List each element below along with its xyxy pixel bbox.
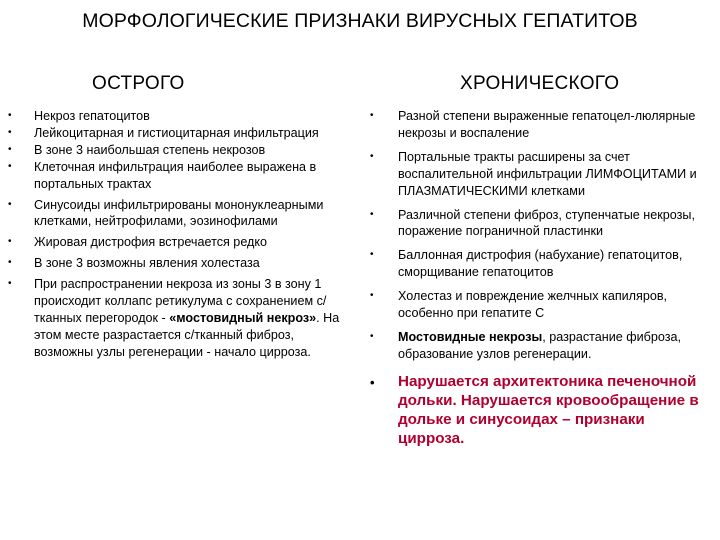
bullet-icon: • (8, 160, 12, 172)
acute-item-text (34, 277, 339, 359)
bullet-icon: • (370, 150, 374, 162)
chronic-item2-post: клетками (527, 183, 585, 198)
acute-column (8, 108, 350, 361)
list-item (8, 142, 350, 159)
list-item (8, 276, 350, 361)
acute-last-post: . На этом месте разрастается с/тканный фиброз, возможны узлы регенерации - начало цирроза. (34, 310, 340, 359)
bullet-icon: • (8, 110, 12, 121)
bullet-icon: • (8, 236, 12, 248)
list-item (8, 234, 350, 251)
chronic-item-text (398, 150, 697, 198)
chronic-item6-rest: , разрастание фиброза, образование узлов регенерации. (398, 329, 682, 361)
acute-list (8, 108, 350, 361)
acute-item-text: Лейкоцитарная и гистиоцитарная инфильтрация (34, 125, 319, 140)
page-title: МОРФОЛОГИЧЕСКИЕ ПРИЗНАКИ ВИРУСНЫХ ГЕПАТИТОВ (82, 10, 638, 32)
list-item (370, 108, 715, 142)
acute-heading: ОСТРОГО (92, 73, 185, 94)
list-item (8, 197, 350, 231)
acute-item-text: Некроз гепатоцитов (34, 109, 150, 123)
list-item (370, 372, 715, 448)
list-item (370, 207, 715, 241)
bullet-icon: • (8, 143, 12, 155)
chronic-item2-caps: ЛИМФОЦИТАМИ и ПЛАЗМАТИЧЕСКИМИ (398, 166, 697, 198)
list-item (8, 159, 350, 193)
bullet-icon: • (370, 374, 375, 390)
bullet-icon: • (370, 330, 374, 342)
chronic-heading: ХРОНИЧЕСКОГО (460, 73, 620, 94)
list-item (370, 149, 715, 200)
acute-item-text: В зоне 3 наибольшая степень некрозов (34, 142, 266, 157)
chronic-item-text: Баллонная дистрофия (набухание) гепатоцитов, сморщивание гепатоцитов (398, 248, 683, 280)
chronic-item-text: Различной степени фиброз, ступенчатые некрозы, поражение пограничной пластинки (398, 207, 695, 239)
list-item (8, 108, 350, 125)
list-item (370, 288, 715, 322)
bullet-icon: • (370, 110, 374, 121)
acute-item-text: Жировая дистрофия встречается редко (34, 235, 268, 250)
list-item (8, 125, 350, 142)
bullet-icon: • (370, 208, 374, 220)
bullet-icon: • (8, 126, 12, 138)
chronic-list (370, 108, 715, 448)
bullet-icon: • (8, 257, 12, 269)
cirrosis-signs-text: Нарушается архитектоника печеночной дольки. Нарушается кровообращение в дольке и синусоидах – признаки цирроза. (398, 372, 699, 447)
acute-item-text: В зоне 3 возможны явления холестаза (34, 256, 260, 271)
bullet-icon: • (8, 278, 12, 290)
bridging-necrosis-term: «мостовидный некроз» (169, 310, 317, 325)
acute-item-text: Клеточная инфильтрация наиболее выражена в портальных трактах (34, 159, 317, 191)
chronic-item-text: Разной степени выраженные гепатоцел-люлярные некрозы и воспаление (398, 109, 696, 140)
acute-item-text: Синусоиды инфильтрированы мононуклеарными клетками, нейтрофилами, эозинофилами (34, 197, 324, 229)
bullet-icon: • (370, 290, 374, 302)
list-item (370, 247, 715, 281)
chronic-column (370, 108, 715, 448)
list-item (370, 329, 715, 363)
chronic-item6-bold: Мостовидные некрозы (398, 329, 543, 344)
bullet-icon: • (8, 198, 12, 210)
chronic-item-text: Холестаз и повреждение желчных капиляров, особенно при гепатите С (398, 289, 668, 321)
chronic-item-text (398, 330, 681, 361)
bullet-icon: • (370, 249, 374, 261)
list-item (8, 255, 350, 272)
acute-last-pre: При распространении некроза из зоны 3 в зону 1 происходит коллапс ретикулума с сохранением с/тканных перегородок - (34, 277, 327, 325)
chronic-item2-pre: Портальные тракты расширены за счет воспалительной инфильтрации (398, 149, 630, 181)
